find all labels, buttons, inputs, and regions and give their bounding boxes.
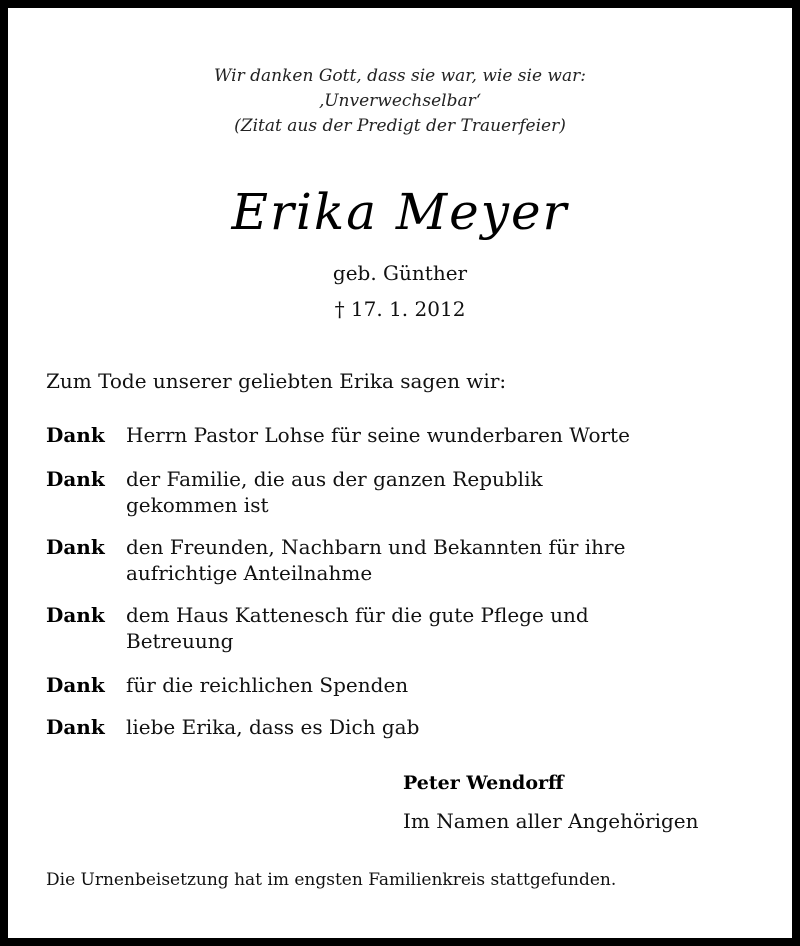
thanks-text	[126, 714, 746, 740]
signer-subtitle: Im Namen aller Angehörigen	[403, 809, 699, 833]
thanks-word: Dank	[46, 467, 105, 491]
footer-note: Die Urnenbeisetzung hat im engsten Familienkreis stattgefunden.	[46, 870, 617, 890]
thanks-line: aufrichtige Anteilnahme	[126, 561, 373, 585]
thanks-word: Dank	[46, 673, 105, 697]
quote-line: Wir danken Gott, dass sie war, wie sie war:	[214, 66, 586, 86]
thanks-line: gekommen ist	[126, 493, 269, 517]
thanks-text	[126, 422, 746, 448]
thanks-text	[126, 534, 746, 586]
thanks-line: Betreuung	[126, 629, 234, 653]
death-date: † 17. 1. 2012	[334, 297, 466, 321]
quote-line: (Zitat aus der Predigt der Trauerfeier)	[234, 116, 566, 136]
thanks-line: liebe Erika, dass es Dich gab	[126, 715, 420, 739]
thanks-line: für die reichlichen Spenden	[126, 673, 409, 697]
intro-text: Zum Tode unserer geliebten Erika sagen wir:	[46, 369, 507, 393]
quote-line: ‚Unverwechselbar‘	[318, 91, 482, 111]
thanks-line: dem Haus Kattenesch für die gute Pflege und	[126, 603, 589, 627]
thanks-line: der Familie, die aus der ganzen Republik	[126, 467, 543, 491]
thanks-word: Dank	[46, 715, 105, 739]
deceased-name: Erika Meyer	[231, 183, 569, 241]
thanks-word: Dank	[46, 603, 105, 627]
thanks-word: Dank	[46, 535, 105, 559]
thanks-text	[126, 672, 746, 698]
thanks-text	[126, 466, 746, 518]
maiden-name: geb. Günther	[332, 261, 468, 285]
thanks-word: Dank	[46, 423, 105, 447]
thanks-text	[126, 602, 746, 654]
thanks-line: Herrn Pastor Lohse für seine wunderbaren Worte	[126, 423, 630, 447]
thanks-line: den Freunden, Nachbarn und Bekannten für ihre	[126, 535, 626, 559]
signer-name: Peter Wendorff	[403, 772, 564, 794]
